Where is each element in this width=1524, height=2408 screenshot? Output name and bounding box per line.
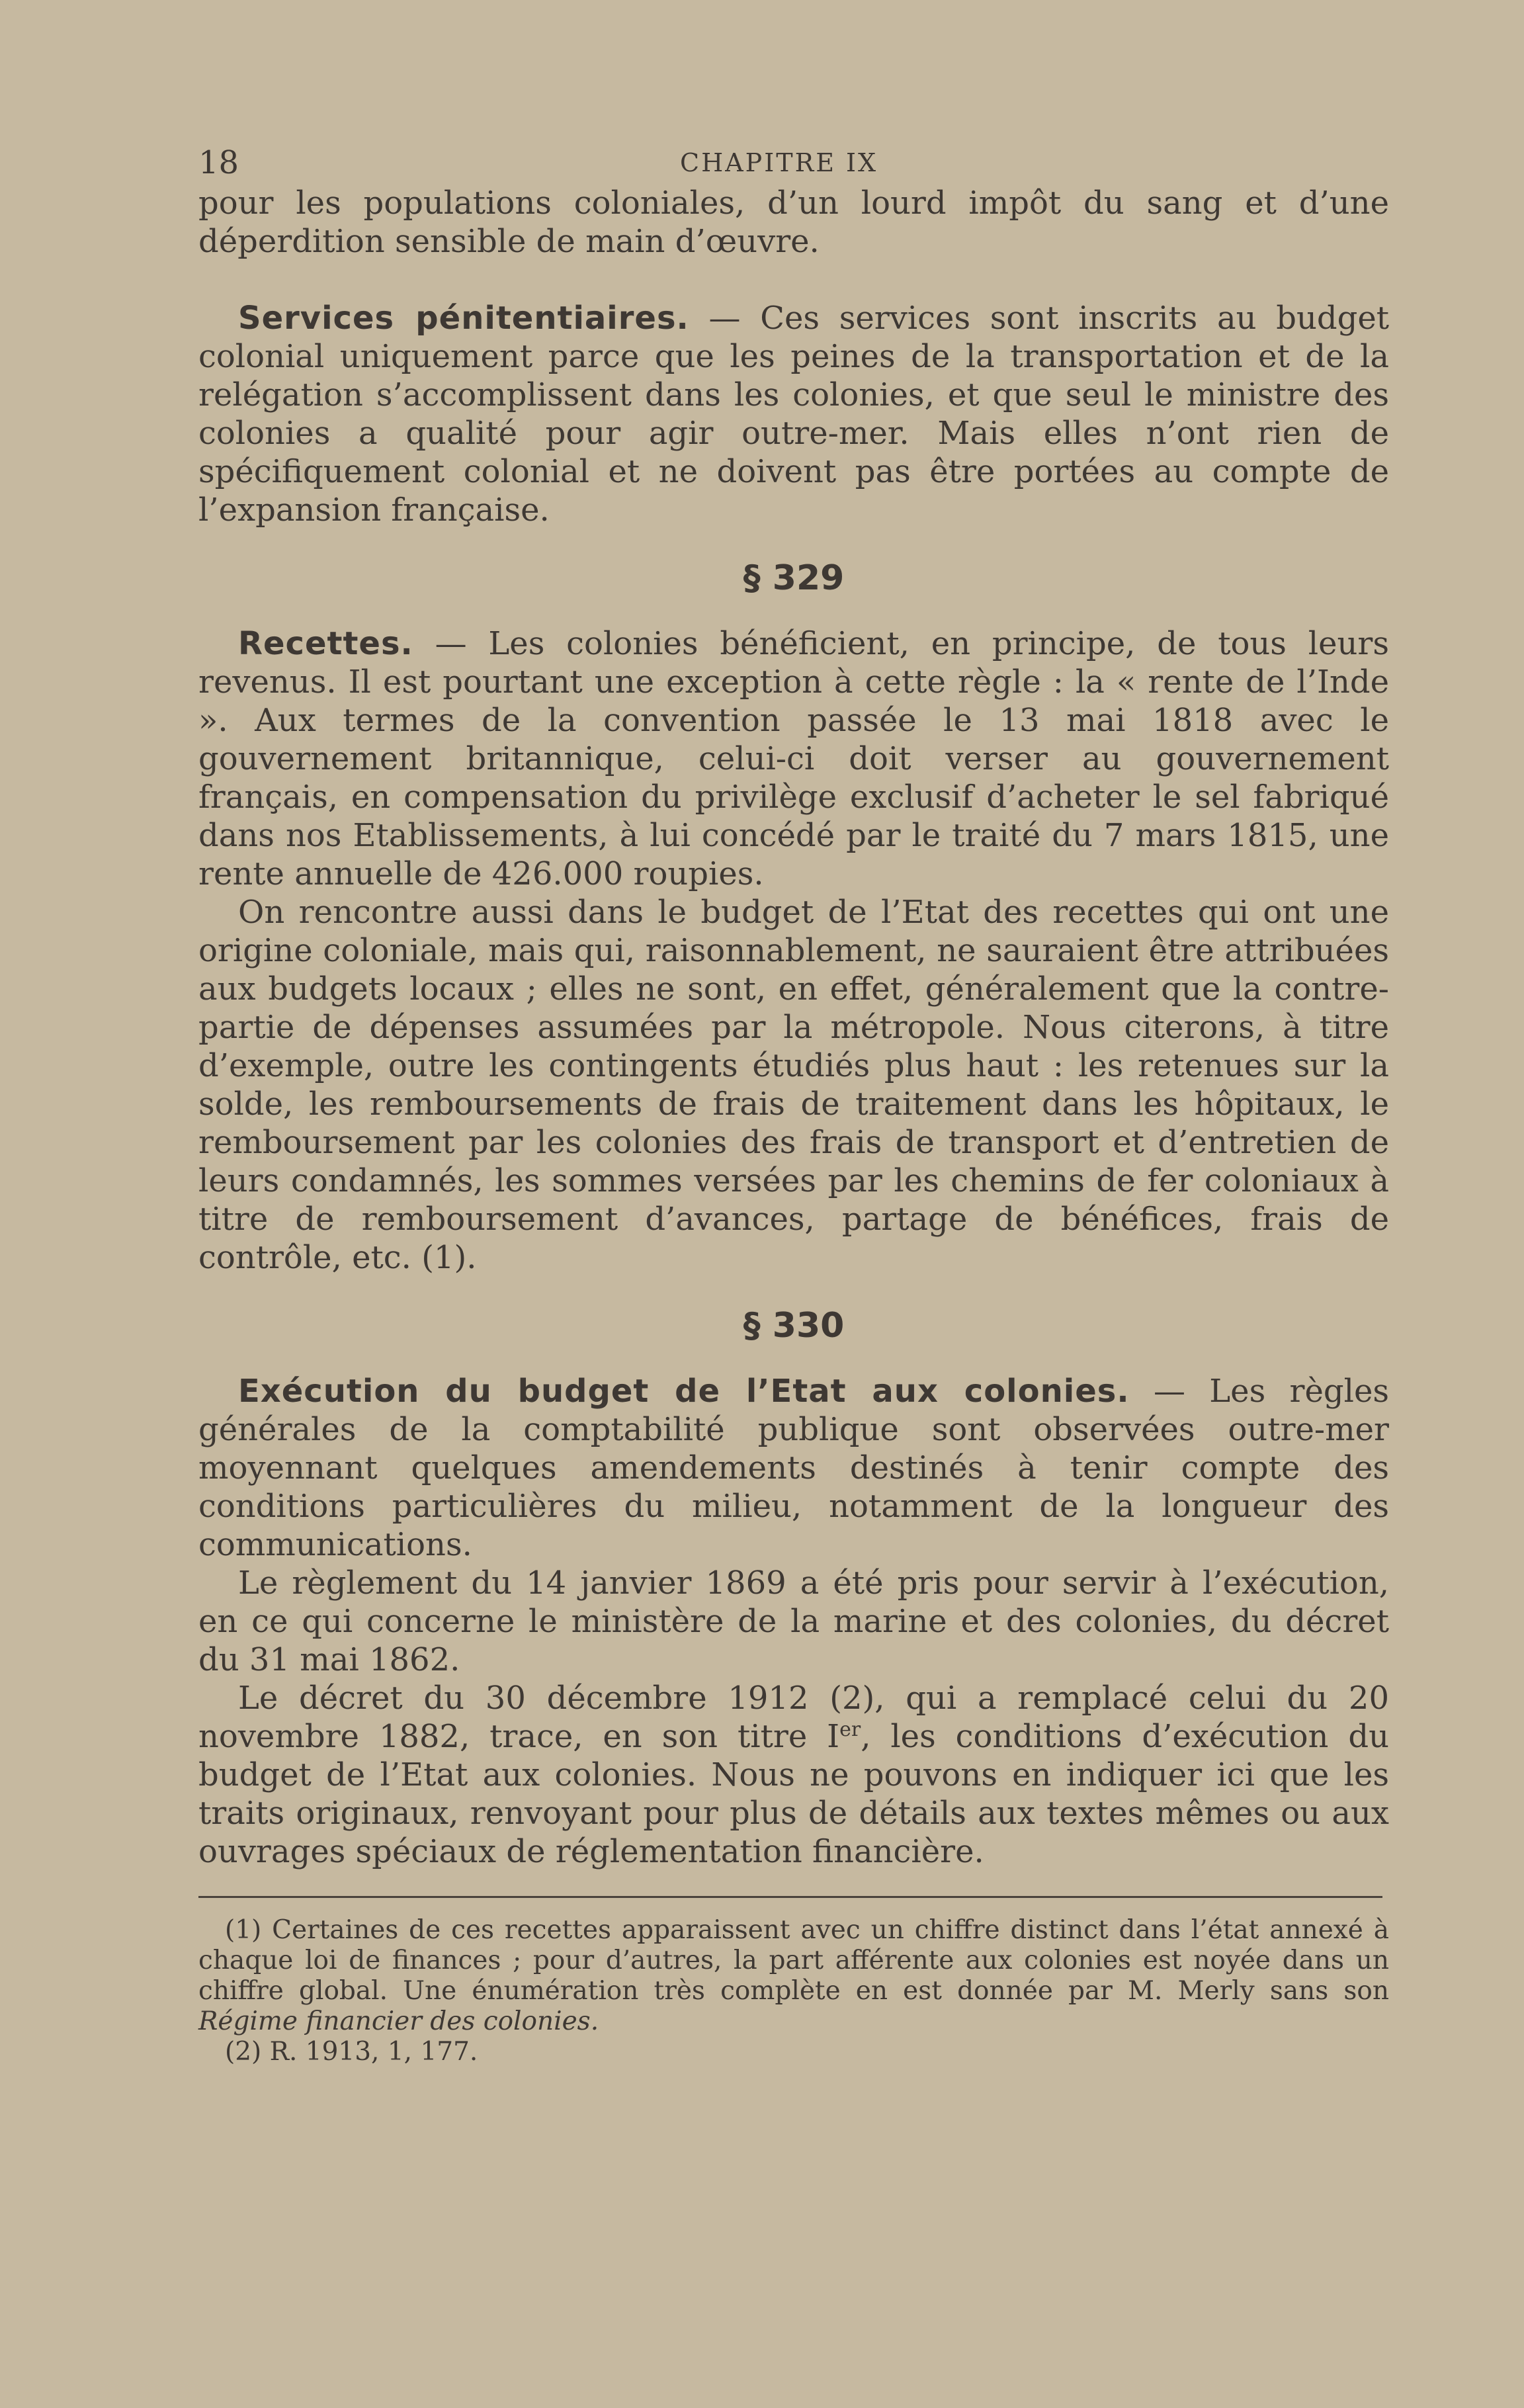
heading-services: Services pénitentiaires.: [238, 300, 689, 337]
footnote-1-text: (1) Certaines de ces recettes apparaissent avec un chiffre distinct dans l’état annexé à chaque loi de finances ; pour d’autres, la part afférente aux colonies est noyée dans un chiffre global. Une énumération très complète en est donnée par M. Merly sans son: [198, 1915, 1389, 2006]
footnote-1-title: Régime financier des colonies.: [198, 2006, 599, 2036]
decret-text-start: Le décret du 30 décembre 1912 (2), qui a remplacé celui du 20 novembre 1882, trace, en son titre I: [198, 1680, 1389, 1755]
execution-body: — Les règles générales de la comptabilité publique sont observées outre-mer moyennant quelques amendements destinés à tenir compte des conditions particulières du milieu, notamment de la longueur des communications.: [198, 1373, 1390, 1563]
footnote-rule: [198, 1896, 1382, 1898]
services-body: — Ces services sont inscrits au budget colonial uniquement parce que les peines de la transportation et de la relégation s’accomplissent dans les colonies, et que seul le ministre des colonies a qualité pour agir outre-mer. Mais elles n’ont rien de spécifiquement colonial et ne doivent pas être portées au compte de l’expansion française.: [198, 300, 1390, 529]
section-330: § 330: [743, 1306, 845, 1346]
decret-superscript: er: [839, 1718, 861, 1741]
footnote-2: (2) R. 1913, 1, 177.: [225, 2037, 478, 2067]
footnote-1: [198, 1915, 1389, 2037]
paragraph-continuation: pour les populations coloniales, d’un lourd impôt du sang et d’une déperdition sensible de main d’œuvre.: [198, 185, 1389, 260]
decret-text-end: , les conditions d’exécution du budget de l’Etat aux colonies. Nous ne pouvons en indiquer ici que les traits originaux, renvoyant pour plus de détails aux textes mêmes ou aux ouvrages spéciaux de réglementation financière.: [198, 1718, 1390, 1870]
paragraph-recettes: [198, 624, 1389, 893]
paragraph-recettes-2: On rencontre aussi dans le budget de l’Etat des recettes qui ont une origine coloniale, mais qui, raisonnablement, ne sauraient être attribuées aux budgets locaux ; elles ne sont, en effet, généralement que la contre-partie de dépenses assumées par la métropole. Nous citerons, à titre d’exemple, outre les contingents étudiés plus haut : les retenues sur la solde, les remboursements de frais de traitement dans les hôpitaux, le remboursement par les colonies des frais de transport et d’entretien de leurs condamnés, les sommes versées par les chemins de fer coloniaux à titre de remboursement d’avances, partage de bénéfices, frais de contrôle, etc. (1).: [198, 894, 1389, 1276]
chapter-title: CHAPITRE IX: [680, 148, 878, 177]
running-header: [198, 144, 1389, 184]
heading-execution: Exécution du budget de l’Etat aux colonies.: [238, 1373, 1130, 1410]
paragraph-services: [198, 299, 1389, 529]
section-329: § 329: [743, 558, 845, 598]
book-page: [198, 144, 1389, 2067]
paragraph-decret: [198, 1679, 1389, 1871]
paragraph-execution: [198, 1372, 1389, 1564]
recettes-body: — Les colonies bénéficient, en principe, de tous leurs revenus. Il est pourtant une exception à cette règle : la « rente de l’Inde ». Aux termes de la convention passée le 13 mai 1818 avec le gouvernement britannique, celui-ci doit verser au gouvernement français, en compensation du privilège exclusif d’acheter le sel fabriqué dans nos Etablissements, à lui concédé par le traité du 7 mars 1815, une rente annuelle de 426.000 roupies.: [198, 625, 1389, 892]
heading-recettes: Recettes.: [238, 625, 413, 662]
paragraph-reglement: Le règlement du 14 janvier 1869 a été pris pour servir à l’exécution, en ce qui concerne le ministère de la marine et des colonies, du décret du 31 mai 1862.: [198, 1565, 1389, 1678]
page-number: 18: [198, 144, 239, 181]
footnotes: [198, 1915, 1389, 2067]
